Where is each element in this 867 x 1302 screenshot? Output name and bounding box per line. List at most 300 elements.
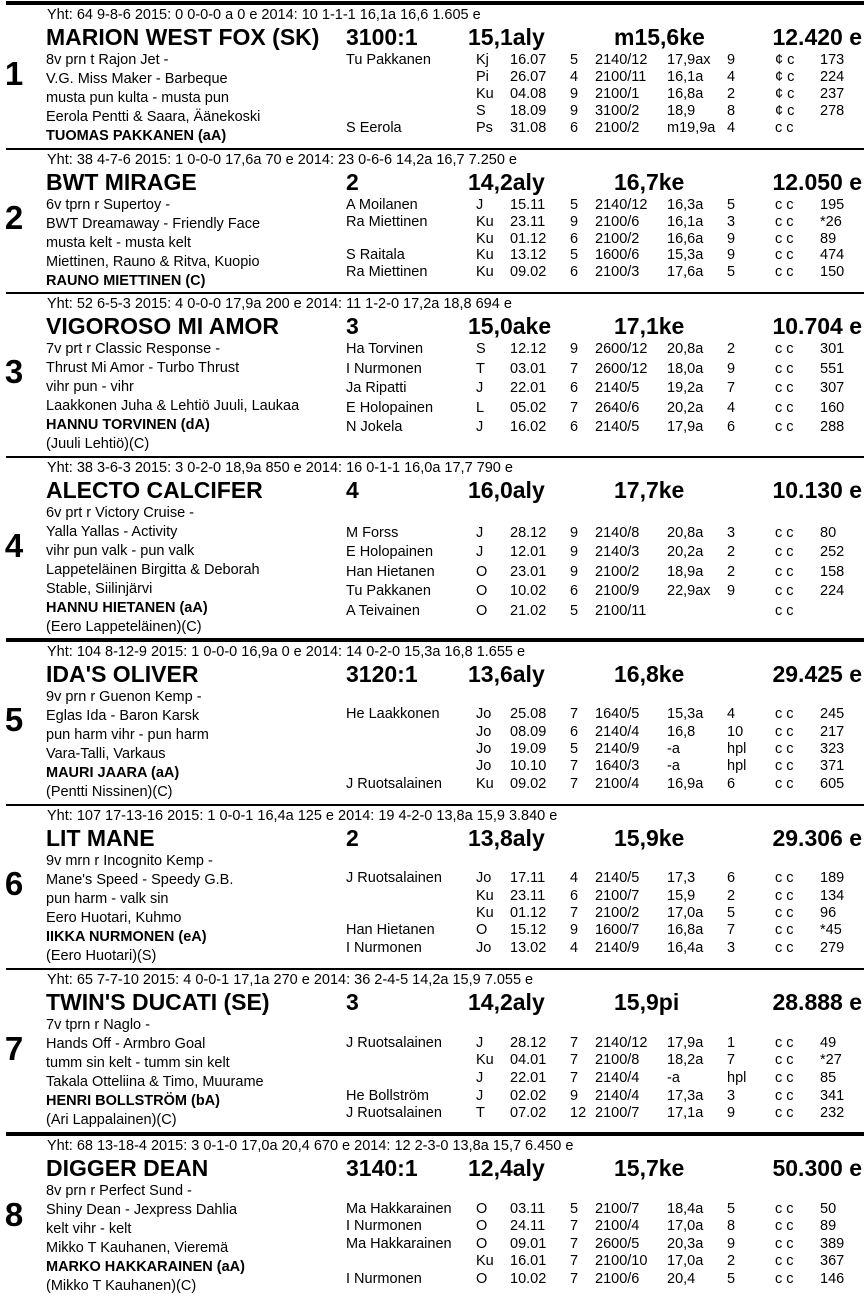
start-time: -a	[667, 1070, 680, 1086]
start-date: 15.11	[510, 197, 546, 213]
entry-number: 3	[4, 353, 24, 390]
horse-info-line: tumm sin kelt - tumm sin kelt	[46, 1055, 230, 1071]
horse-info-line: 7v tprn r Naglo -	[46, 1017, 150, 1033]
horse-info-line: 9v prn r Guenon Kemp -	[46, 689, 202, 705]
driver-name: HENRI BOLLSTRÖM (bA)	[46, 1093, 220, 1109]
record-time: 13,8aly	[468, 825, 545, 851]
total-earnings: 12.050 e	[772, 169, 862, 195]
horse-info-line: Thrust Mi Amor - Turbo Thrust	[46, 360, 240, 376]
horse-info-line: Mane's Speed - Speedy G.B.	[46, 872, 234, 888]
start-p: 9	[727, 360, 736, 377]
horse-info-line: Yalla Yallas - Activity	[46, 524, 178, 540]
start-race: 2100/10	[595, 1253, 648, 1269]
start-v: 307	[820, 380, 845, 396]
horse-name: BWT MIRAGE	[46, 169, 197, 195]
start-race: 1640/5	[595, 706, 640, 723]
start-race: 2100/6	[595, 1270, 640, 1287]
start-d: Ma Hakkarainen	[346, 1235, 452, 1252]
start-p: 6	[727, 870, 736, 887]
start-t: O	[476, 1200, 488, 1217]
start-time: 17,1a	[667, 1105, 704, 1122]
start-time: 19,2a	[667, 380, 704, 396]
start-p: 2	[727, 563, 736, 580]
horse-info-line: 7v prt r Classic Response -	[46, 341, 221, 357]
start-n: 4	[570, 939, 579, 956]
start-n: 7	[570, 775, 579, 792]
entry-separator	[6, 1132, 864, 1136]
start-time: 15,3a	[667, 706, 704, 723]
start-time: 17,0a	[667, 905, 704, 921]
horse-info-line: Eerola Pentti & Saara, Äänekoski	[46, 109, 261, 125]
mark-time: 15,9ke	[614, 825, 685, 851]
start-d: S Eerola	[346, 120, 402, 136]
start-odds: ¢ c	[775, 86, 795, 102]
start-n: 5	[570, 52, 579, 68]
start-p: 7	[727, 922, 736, 939]
start-date: 15.12	[510, 922, 547, 939]
start-d: S Raitala	[346, 247, 405, 264]
mark-time: 15,9pi	[614, 989, 680, 1015]
start-t: Ku	[476, 86, 494, 102]
start-race: 2640/6	[595, 399, 640, 416]
start-p: 9	[727, 52, 736, 68]
entry-separator	[6, 968, 864, 970]
horse-info-line: Shiny Dean - Jexpress Dahlia	[46, 1202, 238, 1218]
start-time: 17,9ax	[667, 52, 711, 68]
start-d: Ja Ripatti	[346, 380, 407, 396]
start-p: 5	[727, 1270, 736, 1287]
start-date: 03.11	[510, 1200, 546, 1217]
total-earnings: 29.425 e	[772, 661, 862, 687]
start-v: *45	[820, 922, 842, 939]
start-v: 173	[820, 52, 845, 68]
trainer-name: (Pentti Nissinen)(C)	[46, 784, 173, 800]
start-distance: 3	[346, 989, 359, 1015]
start-v: 50	[820, 1200, 837, 1217]
start-date: 04.01	[510, 1052, 547, 1069]
start-p: 9	[727, 230, 736, 247]
start-p: 4	[727, 399, 736, 416]
start-time: 16,1a	[667, 69, 704, 85]
start-time: 18,0a	[667, 360, 704, 377]
start-race: 2100/2	[595, 230, 640, 247]
start-date: 05.02	[510, 399, 547, 416]
start-race: 2140/5	[595, 380, 640, 396]
horse-info-line: Eglas Ida - Baron Karsk	[46, 708, 200, 724]
total-earnings: 10.130 e	[772, 477, 862, 503]
start-date: 10.02	[510, 1270, 547, 1287]
start-n: 6	[570, 380, 579, 396]
start-v: 189	[820, 870, 845, 887]
start-date: 22.01	[510, 380, 547, 396]
start-n: 7	[570, 758, 579, 775]
driver-name: RAUNO MIETTINEN (C)	[46, 273, 206, 289]
horse-info-line: 6v prt r Victory Cruise -	[46, 505, 194, 521]
start-d: I Nurmonen	[346, 939, 422, 956]
start-d: E Holopainen	[346, 399, 434, 416]
start-p: 8	[727, 103, 736, 119]
start-v: 237	[820, 86, 845, 102]
horse-info-line: Hands Off - Armbro Goal	[46, 1036, 206, 1052]
start-t: O	[476, 563, 488, 580]
start-d: A Teivainen	[346, 602, 420, 619]
start-n: 7	[570, 399, 579, 416]
entry-number: 5	[4, 701, 24, 738]
start-odds: ¢ c	[775, 69, 795, 85]
horse-info-line: vihr pun - vihr	[46, 379, 134, 395]
horse-info-line: Mikko T Kauhanen, Vieremä	[46, 1240, 229, 1256]
start-t: J	[476, 1034, 484, 1051]
entry-separator	[6, 1, 864, 5]
start-v: *26	[820, 213, 842, 230]
start-date: 25.08	[510, 706, 547, 723]
start-v: 89	[820, 230, 837, 247]
horse-entry	[0, 459, 867, 643]
start-n: 4	[570, 69, 579, 85]
start-t: Ku	[476, 230, 494, 247]
start-n: 9	[570, 544, 579, 560]
start-t: O	[476, 1218, 488, 1234]
entry-separator	[6, 804, 864, 806]
start-v: 146	[820, 1270, 845, 1287]
total-earnings: 50.300 e	[772, 1155, 862, 1181]
start-v: 158	[820, 563, 845, 580]
start-time: 16,6a	[667, 230, 704, 247]
start-race: 2140/5	[595, 870, 640, 887]
stats-line: Yht: 52 6-5-3 2015: 4 0-0-0 17,9a 200 e 2014: 11 1-2-0 17,2a 18,8 694 e	[47, 296, 512, 312]
start-n: 7	[570, 1235, 579, 1252]
start-n: 5	[570, 197, 579, 213]
start-v: 217	[820, 723, 845, 740]
start-distance: 4	[346, 477, 359, 503]
entry-number: 4	[4, 527, 24, 564]
start-time: 17,6a	[667, 264, 704, 281]
start-t: J	[476, 1087, 484, 1104]
start-n: 7	[570, 1052, 579, 1069]
start-date: 01.12	[510, 230, 547, 247]
start-p: 3	[727, 524, 736, 541]
start-odds: c c	[775, 563, 794, 580]
start-d: E Holopainen	[346, 544, 434, 560]
horse-entry	[0, 643, 867, 807]
start-v: 389	[820, 1235, 845, 1252]
start-n: 12	[570, 1105, 587, 1122]
start-date: 23.01	[510, 563, 547, 580]
record-time: 14,2aly	[468, 169, 545, 195]
horse-info-line: Takala Otteliina & Timo, Muurame	[46, 1074, 264, 1090]
start-odds: c c	[775, 583, 794, 599]
start-distance: 3140:1	[346, 1155, 418, 1181]
entry-number: 1	[4, 55, 24, 92]
start-v: *27	[820, 1052, 842, 1069]
record-time: 15,0ake	[468, 313, 552, 339]
start-d: Ha Torvinen	[346, 341, 424, 357]
start-d: N Jokela	[346, 419, 403, 435]
start-d: Han Hietanen	[346, 922, 435, 939]
start-t: J	[476, 544, 484, 560]
start-t: O	[476, 922, 488, 939]
mark-time: m15,6ke	[614, 24, 705, 50]
start-t: Ps	[476, 120, 493, 136]
start-odds: c c	[775, 939, 794, 956]
start-p: 9	[727, 1235, 736, 1252]
start-t: Jo	[476, 723, 492, 740]
start-p: 8	[727, 1218, 736, 1234]
entry-separator	[6, 456, 864, 458]
start-v: 224	[820, 69, 845, 85]
start-date: 16.07	[510, 52, 547, 68]
start-date: 16.02	[510, 419, 547, 435]
horse-info-line: Miettinen, Rauno & Ritva, Kuopio	[46, 254, 260, 270]
start-race: 2600/5	[595, 1235, 640, 1252]
start-odds: c c	[775, 120, 794, 136]
start-date: 23.11	[510, 213, 546, 230]
start-t: Ku	[476, 905, 494, 921]
start-d: J Ruotsalainen	[346, 775, 442, 792]
start-race: 1600/6	[595, 247, 640, 264]
stats-line: Yht: 68 13-18-4 2015: 3 0-1-0 17,0a 20,4 670 e 2014: 12 2-3-0 13,8a 15,7 6.450 e	[47, 1138, 574, 1154]
trainer-name: (Eero Huotari)(S)	[46, 948, 157, 964]
stats-line: Yht: 38 3-6-3 2015: 3 0-2-0 18,9a 850 e 2014: 16 0-1-1 16,0a 17,7 790 e	[47, 460, 513, 476]
start-time: m19,9a	[667, 120, 716, 136]
start-odds: c c	[775, 1235, 794, 1252]
start-odds: c c	[775, 758, 794, 775]
start-date: 07.02	[510, 1105, 547, 1122]
start-t: Jo	[476, 706, 492, 723]
start-t: J	[476, 1070, 484, 1086]
horse-info-line: musta pun kulta - musta pun	[46, 90, 229, 106]
start-date: 02.02	[510, 1087, 547, 1104]
horse-info-line: pun harm vihr - pun harm	[46, 727, 209, 743]
start-odds: c c	[775, 775, 794, 792]
stats-line: Yht: 64 9-8-6 2015: 0 0-0-0 a 0 e 2014: 10 1-1-1 16,1a 16,6 1.605 e	[47, 7, 481, 23]
start-race: 2100/3	[595, 264, 640, 281]
start-t: J	[476, 380, 484, 396]
start-d: Ma Hakkarainen	[346, 1200, 452, 1217]
start-v: 605	[820, 775, 845, 792]
start-n: 7	[570, 1253, 579, 1269]
start-t: S	[476, 341, 486, 357]
start-t: Jo	[476, 939, 492, 956]
start-d: I Nurmonen	[346, 1218, 422, 1234]
start-date: 09.02	[510, 264, 547, 281]
start-race: 2100/7	[595, 1105, 640, 1122]
record-time: 15,1aly	[468, 24, 545, 50]
start-d: J Ruotsalainen	[346, 1105, 442, 1122]
start-v: 232	[820, 1105, 845, 1122]
start-date: 24.11	[510, 1218, 546, 1234]
start-n: 5	[570, 247, 579, 264]
start-d: A Moilanen	[346, 197, 418, 213]
mark-time: 17,7ke	[614, 477, 685, 503]
total-earnings: 10.704 e	[772, 313, 862, 339]
entry-separator	[6, 292, 864, 294]
start-time: 16,9a	[667, 775, 704, 792]
start-n: 7	[570, 1218, 579, 1234]
start-odds: c c	[775, 1253, 794, 1269]
start-d: J Ruotsalainen	[346, 1034, 442, 1051]
start-v: 252	[820, 544, 845, 560]
total-earnings: 29.306 e	[772, 825, 862, 851]
start-odds: c c	[775, 723, 794, 740]
start-time: 18,2a	[667, 1052, 704, 1069]
horse-name: VIGOROSO MI AMOR	[46, 313, 279, 339]
start-v: 341	[820, 1087, 845, 1104]
start-odds: c c	[775, 213, 794, 230]
start-odds: c c	[775, 1070, 794, 1086]
start-race: 2600/12	[595, 360, 648, 377]
horse-info-line: kelt vihr - kelt	[46, 1221, 132, 1237]
start-v: 96	[820, 905, 837, 921]
start-distance: 3100:1	[346, 24, 418, 50]
start-odds: c c	[775, 741, 794, 757]
start-d: He Laakkonen	[346, 706, 440, 723]
start-race: 2140/4	[595, 1087, 640, 1104]
start-race: 2100/7	[595, 887, 640, 904]
start-n: 9	[570, 213, 579, 230]
start-date: 31.08	[510, 120, 547, 136]
start-race: 2140/12	[595, 52, 648, 68]
horse-entry	[0, 971, 867, 1137]
start-p: 2	[727, 544, 736, 560]
start-n: 5	[570, 602, 579, 619]
start-time: 20,3a	[667, 1235, 704, 1252]
start-race: 2140/8	[595, 524, 640, 541]
start-race: 2100/11	[595, 602, 647, 619]
trainer-name: (Ari Lappalainen)(C)	[46, 1112, 177, 1128]
start-p: 5	[727, 197, 736, 213]
start-odds: c c	[775, 922, 794, 939]
horse-info-line: pun harm - valk sin	[46, 891, 169, 907]
start-race: 2140/9	[595, 741, 640, 757]
start-time: 18,9	[667, 103, 696, 119]
start-odds: c c	[775, 230, 794, 247]
total-earnings: 12.420 e	[772, 24, 862, 50]
start-t: Ku	[476, 264, 494, 281]
start-odds: c c	[775, 1270, 794, 1287]
start-p: 7	[727, 380, 736, 396]
start-odds: c c	[775, 419, 794, 435]
start-p: 6	[727, 775, 736, 792]
start-t: J	[476, 524, 484, 541]
start-date: 19.09	[510, 741, 547, 757]
start-v: 134	[820, 887, 845, 904]
start-race: 2100/11	[595, 69, 647, 85]
start-t: S	[476, 103, 486, 119]
start-date: 21.02	[510, 602, 547, 619]
start-odds: c c	[775, 1200, 794, 1217]
start-odds: c c	[775, 887, 794, 904]
start-p: hpl	[727, 758, 747, 775]
start-p: 4	[727, 69, 736, 85]
horse-info-line: 6v tprn r Supertoy -	[46, 197, 171, 213]
horse-info-line: 8v prn r Perfect Sund -	[46, 1183, 192, 1199]
start-odds: c c	[775, 1052, 794, 1069]
start-v: 371	[820, 758, 845, 775]
start-d: Ra Miettinen	[346, 213, 428, 230]
start-p: 9	[727, 583, 736, 599]
mark-time: 16,8ke	[614, 661, 685, 687]
start-odds: c c	[775, 197, 794, 213]
start-race: 2100/6	[595, 213, 640, 230]
start-time: 16,8	[667, 723, 696, 740]
start-t: Ku	[476, 1253, 494, 1269]
start-n: 6	[570, 723, 579, 740]
start-v: 245	[820, 706, 845, 723]
start-odds: c c	[775, 1087, 794, 1104]
start-n: 9	[570, 922, 579, 939]
start-p: 2	[727, 86, 736, 102]
start-race: 2100/7	[595, 1200, 640, 1217]
horse-info-line: vihr pun valk - pun valk	[46, 543, 195, 559]
start-time: 20,8a	[667, 341, 704, 357]
start-race: 2140/4	[595, 723, 640, 740]
start-odds: c c	[775, 524, 794, 541]
start-v: 474	[820, 247, 845, 264]
horse-info-line: Lappeteläinen Birgitta & Deborah	[46, 562, 260, 578]
start-race: 2100/1	[595, 86, 640, 102]
horse-name: ALECTO CALCIFER	[46, 477, 263, 503]
start-n: 9	[570, 1087, 579, 1104]
start-race: 1640/3	[595, 758, 640, 775]
start-time: 20,4	[667, 1270, 696, 1287]
start-race: 2140/3	[595, 544, 640, 560]
start-time: 17,0a	[667, 1253, 704, 1269]
trainer-name: (Mikko T Kauhanen)(C)	[46, 1278, 197, 1294]
horse-entry	[0, 1137, 867, 1302]
start-time: -a	[667, 741, 680, 757]
start-date: 03.01	[510, 360, 547, 377]
start-date: 04.08	[510, 86, 547, 102]
horse-info-line: Laakkonen Juha & Lehtiö Juuli, Laukaa	[46, 398, 300, 414]
start-t: J	[476, 419, 484, 435]
start-time: 15,9	[667, 887, 696, 904]
start-v: 85	[820, 1070, 837, 1086]
record-time: 13,6aly	[468, 661, 545, 687]
start-race: 2140/4	[595, 1070, 640, 1086]
mark-time: 17,1ke	[614, 313, 685, 339]
start-t: Ku	[476, 887, 494, 904]
start-distance: 2	[346, 825, 359, 851]
start-n: 9	[570, 524, 579, 541]
start-v: 323	[820, 741, 845, 757]
start-t: Jo	[476, 758, 492, 775]
start-odds: ¢ c	[775, 103, 795, 119]
start-n: 7	[570, 1270, 579, 1287]
start-odds: c c	[775, 264, 794, 281]
start-n: 4	[570, 870, 579, 887]
start-date: 23.11	[510, 887, 546, 904]
start-n: 5	[570, 1200, 579, 1217]
start-race: 2100/2	[595, 905, 640, 921]
start-v: 80	[820, 524, 837, 541]
start-n: 9	[570, 103, 579, 119]
start-v: 224	[820, 583, 845, 599]
horse-info-line: Eero Huotari, Kuhmo	[46, 910, 182, 926]
start-time: 18,9a	[667, 563, 704, 580]
mark-time: 15,7ke	[614, 1155, 685, 1181]
start-odds: c c	[775, 544, 794, 560]
record-time: 12,4aly	[468, 1155, 545, 1181]
start-t: Ku	[476, 213, 494, 230]
start-d: Han Hietanen	[346, 563, 435, 580]
start-p: 2	[727, 341, 736, 357]
start-t: Jo	[476, 741, 492, 757]
start-race: 3100/2	[595, 103, 640, 119]
start-t: T	[476, 1105, 485, 1122]
start-date: 13.02	[510, 939, 547, 956]
record-time: 16,0aly	[468, 477, 545, 503]
